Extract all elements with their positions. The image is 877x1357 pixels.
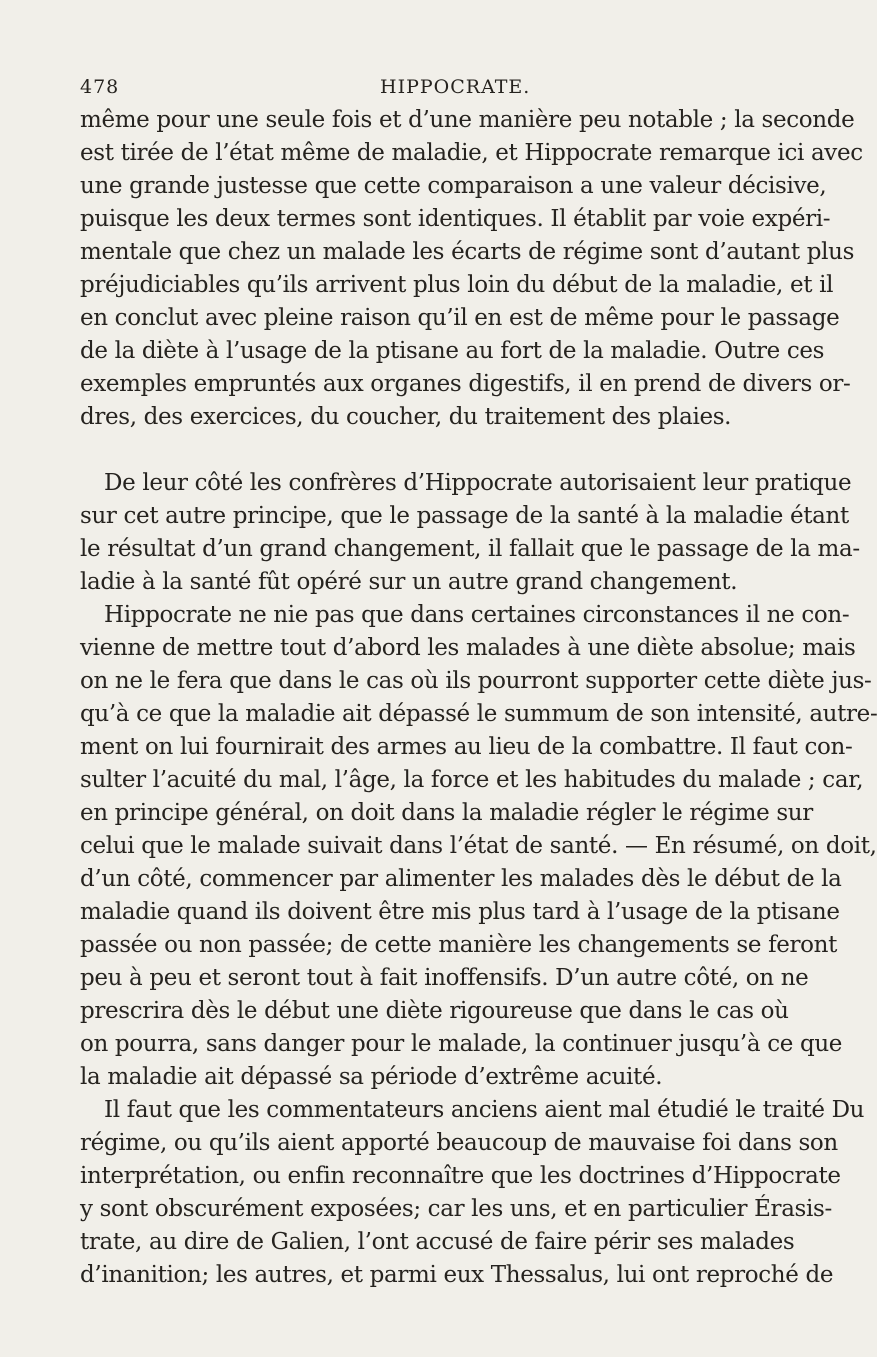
text-line: une grande justesse que cette comparaison a une valeur décisive, (80, 173, 827, 199)
paragraph-3 (80, 599, 877, 1094)
text-line: y sont obscurément exposées; car les uns, et en particulier Érasis- (80, 1196, 832, 1222)
text-line: De leur côté les confrères d’Hippocrate autorisaient leur pratique (104, 470, 852, 496)
running-header (80, 76, 780, 100)
text-line: d’un côté, commencer par alimenter les malades dès le début de la (80, 866, 842, 892)
text-line: ladie à la santé fût opéré sur un autre grand changement. (80, 569, 738, 595)
text-line: puisque les deux termes sont identiques. Il établit par voie expéri- (80, 206, 831, 232)
text-line: interprétation, ou enfin reconnaître que les doctrines d’Hippocrate (80, 1163, 841, 1189)
paragraph-1 (80, 104, 863, 434)
text-line: vienne de mettre tout d’abord les malades à une diète absolue; mais (80, 635, 856, 661)
text-line: dres, des exercices, du coucher, du traitement des plaies. (80, 404, 732, 430)
text-line: d’inanition; les autres, et parmi eux Thessalus, lui ont reproché de (80, 1262, 834, 1288)
text-line: prescrira dès le début une diète rigoureuse que dans le cas où (80, 998, 789, 1024)
text-line: maladie quand ils doivent être mis plus tard à l’usage de la ptisane (80, 899, 840, 925)
text-line: la maladie ait dépassé sa période d’extrême acuité. (80, 1064, 663, 1090)
text-line: passée ou non passée; de cette manière les changements se feront (80, 932, 837, 958)
running-title: HIPPOCRATE. (380, 76, 531, 98)
body-text (80, 104, 877, 1292)
text-line: qu’à ce que la maladie ait dépassé le summum de son intensité, autre- (80, 701, 877, 727)
text-line: sulter l’acuité du mal, l’âge, la force et les habitudes du malade ; car, (80, 767, 864, 793)
text-line: on ne le fera que dans le cas où ils pourront supporter cette diète jus- (80, 668, 872, 694)
paragraph-gap (80, 434, 790, 467)
paragraph-4 (80, 1094, 865, 1292)
text-line: on pourra, sans danger pour le malade, la continuer jusqu’à ce que (80, 1031, 843, 1057)
text-line: en conclut avec pleine raison qu’il en est de même pour le passage (80, 305, 840, 331)
text-line: Hippocrate ne nie pas que dans certaines circonstances il ne con- (104, 602, 850, 628)
text-line: en principe général, on doit dans la maladie régler le régime sur (80, 800, 813, 826)
text-line: Il faut que les commentateurs anciens aient mal étudié le traité Du (104, 1097, 865, 1123)
text-line: même pour une seule fois et d’une manière peu notable ; la seconde (80, 107, 855, 133)
text-line: de la diète à l’usage de la ptisane au fort de la maladie. Outre ces (80, 338, 825, 364)
text-line: trate, au dire de Galien, l’ont accusé de faire périr ses malades (80, 1229, 795, 1255)
text-line: préjudiciables qu’ils arrivent plus loin du début de la maladie, et il (80, 272, 834, 298)
text-line: peu à peu et seront tout à fait inoffensifs. D’un autre côté, on ne (80, 965, 809, 991)
text-line: celui que le malade suivait dans l’état de santé. — En résumé, on doit, (80, 833, 877, 859)
text-line: est tirée de l’état même de maladie, et Hippocrate remarque ici avec (80, 140, 863, 166)
text-line: régime, ou qu’ils aient apporté beaucoup de mauvaise foi dans son (80, 1130, 838, 1156)
text-line: sur cet autre principe, que le passage de la santé à la maladie étant (80, 503, 849, 529)
text-line: mentale que chez un malade les écarts de régime sont d’autant plus (80, 239, 855, 265)
text-line: exemples empruntés aux organes digestifs, il en prend de divers or- (80, 371, 851, 397)
text-line: le résultat d’un grand changement, il fallait que le passage de la ma- (80, 536, 860, 562)
text-line: ment on lui fournirait des armes au lieu de la combattre. Il faut con- (80, 734, 853, 760)
page-number: 478 (80, 76, 120, 98)
paragraph-2 (80, 467, 860, 599)
